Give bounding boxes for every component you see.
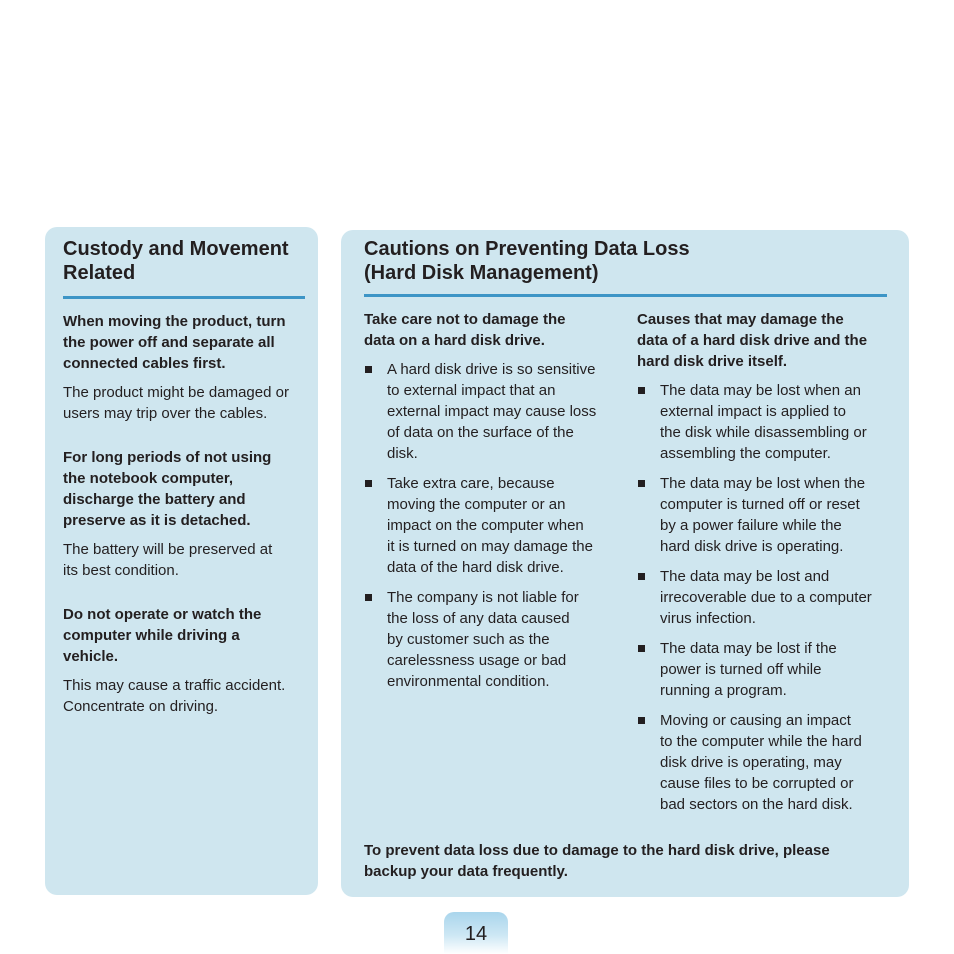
section-body: This may cause a traffic accident. Concentrate on driving. [63, 677, 286, 715]
bullet-square-icon [638, 573, 645, 580]
data-loss-panel [341, 230, 909, 897]
list-item: The company is not liable for the loss of any data caused by customer such as the carelessness usage or bad environmental condition. [364, 587, 614, 692]
list-item: A hard disk drive is so sensitive to external impact that an external impact may cause loss of data on the surface of the disk. [364, 359, 614, 464]
column-damage-care [364, 309, 614, 701]
column-lead: Causes that may damage the data of a hard disk drive and the hard disk drive itself. [637, 311, 868, 370]
section-lead: For long periods of not using the notebook computer, discharge the battery and preserve as it is detached. [63, 449, 272, 529]
bullet-list [364, 359, 614, 692]
bullet-square-icon [638, 717, 645, 724]
bullet-list [637, 380, 889, 815]
custody-section-battery [63, 447, 305, 581]
list-item: The data may be lost when the computer is turned off or reset by a power failure while the hard disk drive is operating. [637, 473, 889, 557]
list-item: The data may be lost if the power is turned off while running a program. [637, 638, 889, 701]
bullet-square-icon [365, 480, 372, 487]
custody-title: Custody and Movement Related [63, 238, 289, 284]
list-item: The data may be lost and irrecoverable due to a computer virus infection. [637, 566, 889, 629]
list-item: Moving or causing an impact to the computer while the hard disk drive is operating, may cause files to be corrupted or bad sectors on the hard disk. [637, 710, 889, 815]
title-divider [364, 294, 887, 297]
section-lead: When moving the product, turn the power off and separate all connected cables first. [63, 313, 286, 372]
column-lead: Take care not to damage the data on a hard disk drive. [364, 311, 566, 349]
bullet-square-icon [365, 366, 372, 373]
title-divider [63, 296, 305, 299]
column-damage-causes [637, 309, 889, 824]
bullet-square-icon [638, 480, 645, 487]
list-item: Take extra care, because moving the computer or an impact on the computer when it is turned on may damage the data of the hard disk drive. [364, 473, 614, 578]
section-body: The product might be damaged or users may trip over the cables. [63, 384, 289, 422]
bullet-square-icon [638, 387, 645, 394]
custody-section-power [63, 311, 305, 424]
bullet-square-icon [365, 594, 372, 601]
data-loss-title: Cautions on Preventing Data Loss (Hard Disk Management) [364, 238, 690, 284]
backup-note: To prevent data loss due to damage to the hard disk drive, please backup your data frequently. [364, 842, 830, 880]
section-lead: Do not operate or watch the computer while driving a vehicle. [63, 606, 262, 665]
custody-panel [45, 227, 318, 895]
page-number: 14 [464, 923, 488, 945]
list-item: The data may be lost when an external impact is applied to the disk while disassembling or assembling the computer. [637, 380, 889, 464]
page-number-tab [444, 912, 508, 954]
bullet-square-icon [638, 645, 645, 652]
custody-section-driving [63, 604, 305, 717]
section-body: The battery will be preserved at its best condition. [63, 541, 273, 579]
